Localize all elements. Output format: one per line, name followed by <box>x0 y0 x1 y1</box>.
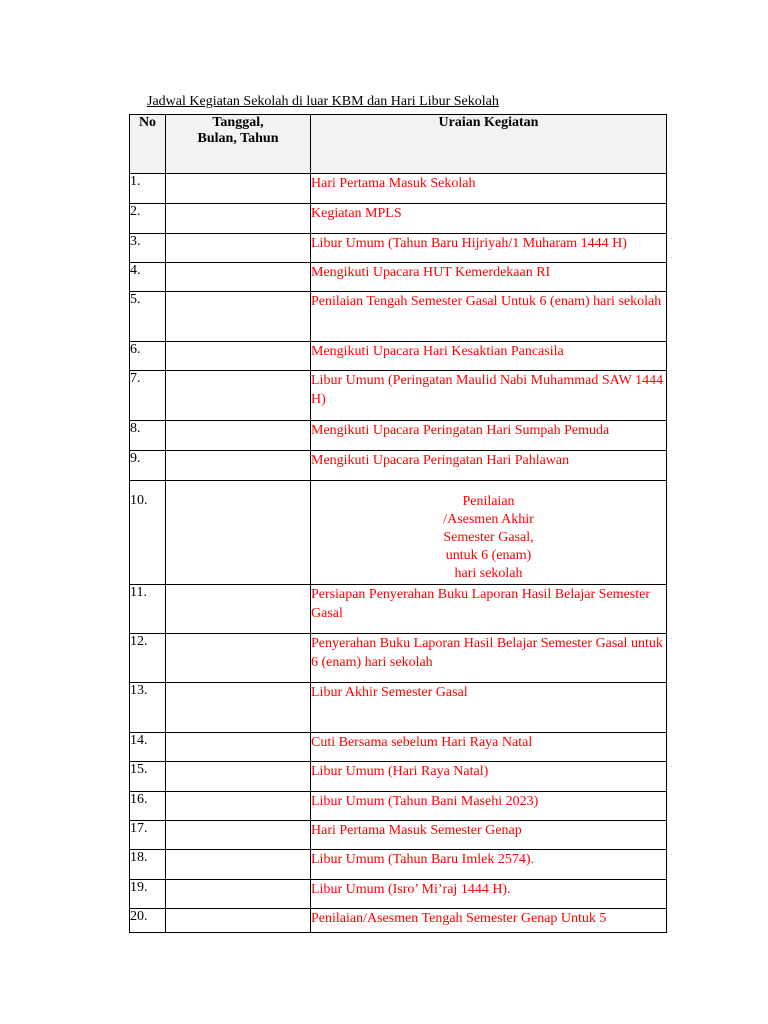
row-number: 1. <box>130 174 166 204</box>
header-no: No <box>130 115 166 174</box>
row-description: Hari Pertama Masuk Sekolah <box>311 174 667 204</box>
row-description-text: Penilaian /Asesmen Akhir Semester Gasal, untuk 6 (enam) hari sekolah <box>443 494 534 581</box>
row-date <box>166 762 311 792</box>
row-description <box>311 481 667 585</box>
row-number: 3. <box>130 234 166 263</box>
table-row <box>130 342 667 371</box>
row-number: 12. <box>130 634 166 683</box>
row-description: Libur Umum (Tahun Bani Masehi 2023) <box>311 792 667 821</box>
header-date-line2: Bulan, Tahun <box>197 131 279 146</box>
row-date <box>166 792 311 821</box>
row-date <box>166 342 311 371</box>
table-row <box>130 421 667 451</box>
row-description: Mengikuti Upacara Hari Kesaktian Pancasila <box>311 342 667 371</box>
row-description: Penilaian Tengah Semester Gasal Untuk 6 (enam) hari sekolah <box>311 292 667 342</box>
row-description: Kegiatan MPLS <box>311 204 667 234</box>
row-number: 9. <box>130 451 166 481</box>
row-description: Mengikuti Upacara Peringatan Hari Sumpah Pemuda <box>311 421 667 451</box>
row-date <box>166 909 311 933</box>
row-description: Libur Umum (Peringatan Maulid Nabi Muhammad SAW 1444 H) <box>311 371 667 421</box>
table-row <box>130 634 667 683</box>
row-date <box>166 204 311 234</box>
schedule-table <box>129 114 667 933</box>
row-number: 19. <box>130 880 166 909</box>
row-number: 15. <box>130 762 166 792</box>
row-date <box>166 880 311 909</box>
row-date <box>166 371 311 421</box>
row-number: 2. <box>130 204 166 234</box>
row-number: 5. <box>130 292 166 342</box>
table-row <box>130 174 667 204</box>
row-number: 16. <box>130 792 166 821</box>
row-date <box>166 421 311 451</box>
row-number: 18. <box>130 850 166 880</box>
row-description: Libur Umum (Tahun Baru Imlek 2574). <box>311 850 667 880</box>
row-description: Libur Akhir Semester Gasal <box>311 683 667 733</box>
row-description: Hari Pertama Masuk Semester Genap <box>311 821 667 850</box>
row-date <box>166 174 311 204</box>
table-row <box>130 909 667 933</box>
table-row <box>130 481 667 585</box>
document-title: Jadwal Kegiatan Sekolah di luar KBM dan Hari Libur Sekolah <box>147 94 499 109</box>
table-row <box>130 263 667 292</box>
header-description: Uraian Kegiatan <box>311 115 667 174</box>
row-description: Penilaian/Asesmen Tengah Semester Genap Untuk 5 <box>311 909 667 933</box>
row-date <box>166 451 311 481</box>
row-description: Mengikuti Upacara Peringatan Hari Pahlawan <box>311 451 667 481</box>
table-row <box>130 234 667 263</box>
row-description: Libur Umum (Hari Raya Natal) <box>311 762 667 792</box>
row-description: Persiapan Penyerahan Buku Laporan Hasil Belajar Semester Gasal <box>311 585 667 634</box>
row-date <box>166 634 311 683</box>
table-row <box>130 850 667 880</box>
row-number: 8. <box>130 421 166 451</box>
row-date <box>166 292 311 342</box>
header-date-line1: Tanggal, <box>212 115 264 130</box>
table-row <box>130 880 667 909</box>
table-row <box>130 371 667 421</box>
table-row <box>130 792 667 821</box>
table-row <box>130 683 667 733</box>
row-number: 17. <box>130 821 166 850</box>
row-number: 7. <box>130 371 166 421</box>
row-number: 4. <box>130 263 166 292</box>
row-date <box>166 234 311 263</box>
row-number: 14. <box>130 733 166 762</box>
row-number: 6. <box>130 342 166 371</box>
row-number: 13. <box>130 683 166 733</box>
table-row <box>130 204 667 234</box>
row-number: 10. <box>130 481 166 585</box>
row-date <box>166 263 311 292</box>
row-date <box>166 733 311 762</box>
table-row <box>130 733 667 762</box>
row-description: Mengikuti Upacara HUT Kemerdekaan RI <box>311 263 667 292</box>
table-header-row <box>130 115 667 174</box>
row-description: Cuti Bersama sebelum Hari Raya Natal <box>311 733 667 762</box>
row-number: 20. <box>130 909 166 933</box>
row-description: Penyerahan Buku Laporan Hasil Belajar Semester Gasal untuk 6 (enam) hari sekolah <box>311 634 667 683</box>
row-date <box>166 850 311 880</box>
table-row <box>130 292 667 342</box>
table-row <box>130 762 667 792</box>
table-row <box>130 585 667 634</box>
row-date <box>166 821 311 850</box>
header-date <box>166 115 311 174</box>
row-description: Libur Umum (Tahun Baru Hijriyah/1 Muharam 1444 H) <box>311 234 667 263</box>
table-row <box>130 451 667 481</box>
row-date <box>166 585 311 634</box>
table-row <box>130 821 667 850</box>
row-number: 11. <box>130 585 166 634</box>
row-date <box>166 481 311 585</box>
row-date <box>166 683 311 733</box>
row-description: Libur Umum (Isro’ Mi’raj 1444 H). <box>311 880 667 909</box>
